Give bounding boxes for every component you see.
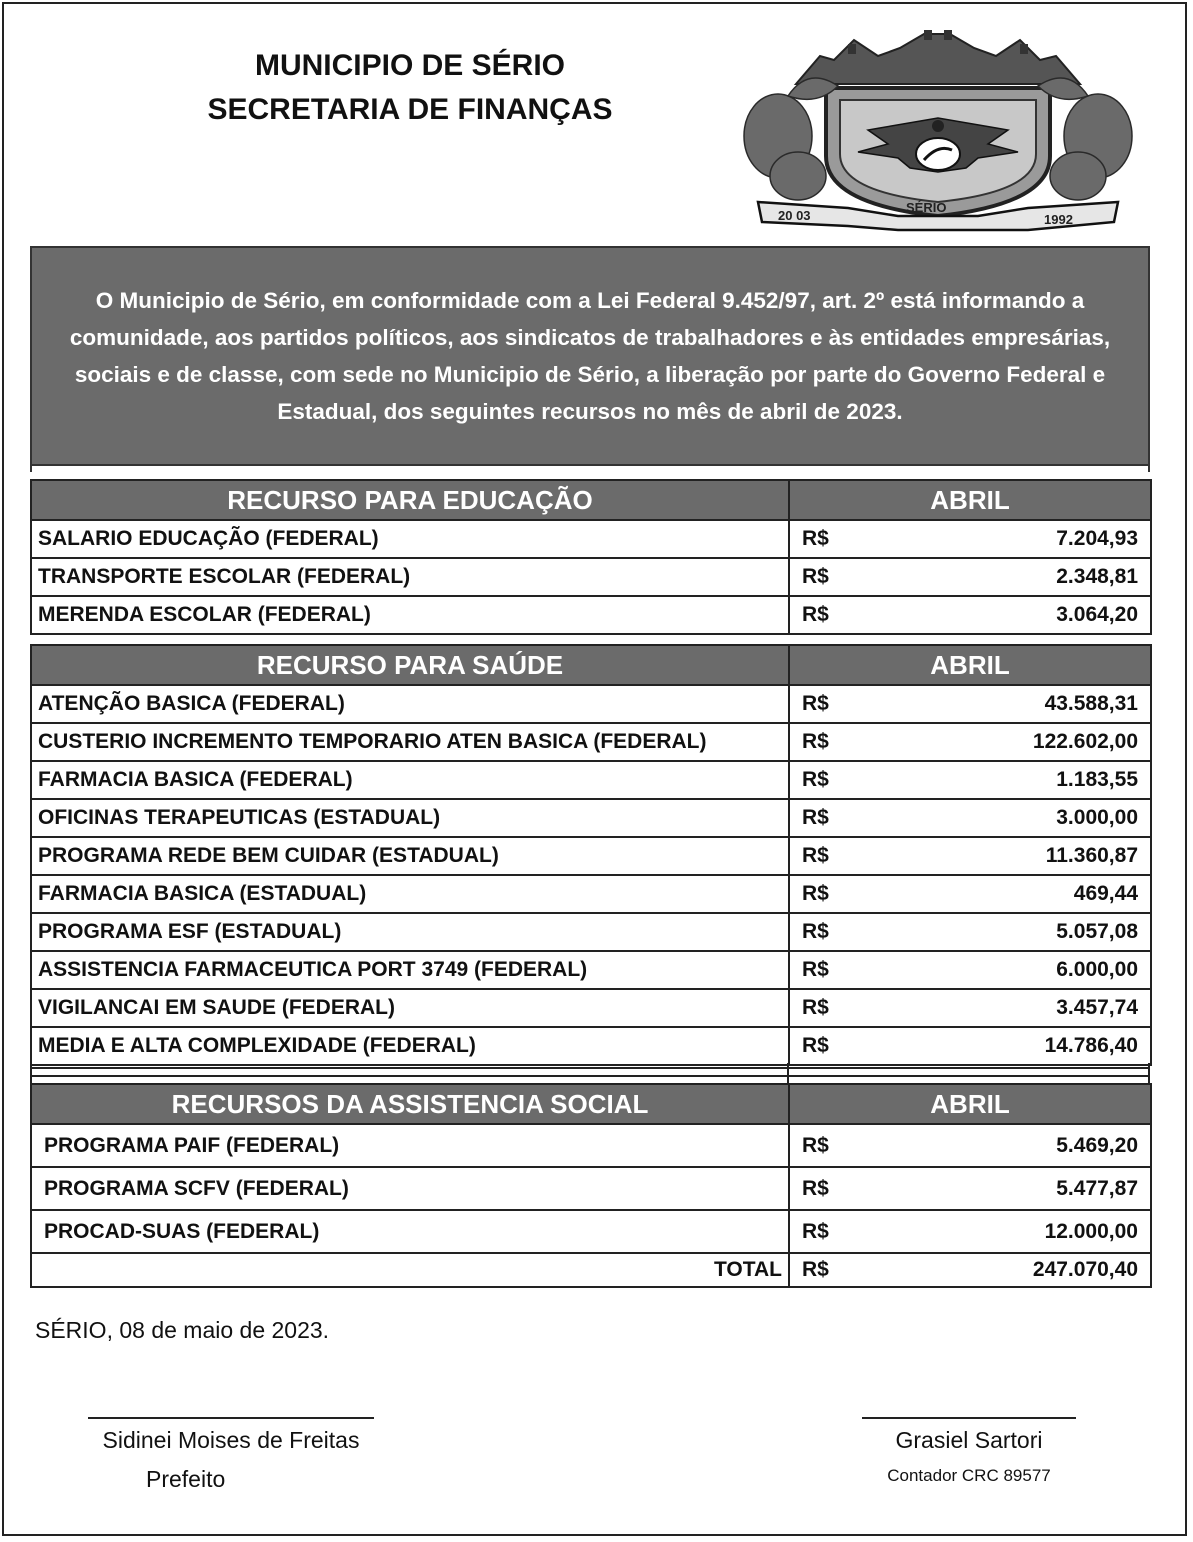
- row-value: [789, 685, 1151, 723]
- row-value: [789, 951, 1151, 989]
- svg-text:1992: 1992: [1044, 212, 1073, 227]
- currency: R$: [802, 806, 829, 829]
- currency: R$: [802, 1034, 829, 1057]
- row-value: [789, 875, 1151, 913]
- row-label: FARMACIA BASICA (ESTADUAL): [31, 875, 789, 913]
- health-month: ABRIL: [789, 645, 1151, 685]
- amount: 12.000,00: [1044, 1219, 1138, 1243]
- education-table: [30, 479, 1152, 635]
- legal-notice-text: O Municipio de Sério, em conformidade com a Lei Federal 9.452/97, art. 2º está informando a comunidade, aos partidos políticos, aos sindicatos de trabalhadores e às entidades empresárias, sociais e de classe, com sede no Municipio de Sério, a liberação por parte do Governo Federal e Estadual, dos seguintes recursos no mês de abril de 2023.: [69, 288, 1111, 424]
- row-value: [789, 913, 1151, 951]
- currency: R$: [802, 692, 829, 715]
- row-label: ATENÇÃO BASICA (FEDERAL): [31, 685, 789, 723]
- table-row: [31, 596, 1151, 634]
- health-title: RECURSO PARA SAÚDE: [31, 645, 789, 685]
- row-label: FARMACIA BASICA (FEDERAL): [31, 761, 789, 799]
- svg-text:SÉRIO: SÉRIO: [906, 200, 947, 215]
- row-label: CUSTERIO INCREMENTO TEMPORARIO ATEN BASICA (FEDERAL): [31, 723, 789, 761]
- row-value: [789, 1124, 1151, 1167]
- document-date: SÉRIO, 08 de maio de 2023.: [35, 1317, 330, 1343]
- table-row: [31, 913, 1151, 951]
- row-value: [789, 1027, 1151, 1065]
- amount: 469,44: [1073, 882, 1138, 905]
- row-label: PROGRAMA REDE BEM CUIDAR (ESTADUAL): [31, 837, 789, 875]
- signer-role: Prefeito: [146, 1466, 226, 1492]
- table-row: [31, 951, 1151, 989]
- currency: R$: [802, 1219, 829, 1243]
- currency: R$: [802, 603, 829, 626]
- amount: 5.477,87: [1056, 1176, 1138, 1200]
- row-value: [789, 596, 1151, 634]
- table-row: [31, 1210, 1151, 1253]
- amount: 11.360,87: [1045, 844, 1138, 867]
- table-row: [31, 837, 1151, 875]
- currency: R$: [802, 565, 829, 588]
- amount: 3.457,74: [1056, 996, 1138, 1019]
- department-title: SECRETARIA DE FINANÇAS: [207, 93, 613, 126]
- row-label: ASSISTENCIA FARMACEUTICA PORT 3749 (FEDERAL): [31, 951, 789, 989]
- table-row: [31, 685, 1151, 723]
- table-row: [31, 989, 1151, 1027]
- currency: R$: [802, 1133, 829, 1157]
- table-row: [31, 1167, 1151, 1210]
- amount: 6.000,00: [1056, 958, 1138, 981]
- row-value: [789, 989, 1151, 1027]
- amount: 3.064,20: [1056, 603, 1138, 626]
- table-row: [31, 1027, 1151, 1065]
- currency: R$: [802, 527, 829, 550]
- row-label: TRANSPORTE ESCOLAR (FEDERAL): [31, 558, 789, 596]
- row-label: MEDIA E ALTA COMPLEXIDADE (FEDERAL): [31, 1027, 789, 1065]
- legal-notice-box: [30, 246, 1150, 466]
- currency: R$: [802, 1176, 829, 1200]
- row-value: [789, 761, 1151, 799]
- signature-block-accountant: [860, 1417, 1078, 1486]
- table-row: [31, 875, 1151, 913]
- row-label: OFICINAS TERAPEUTICAS (ESTADUAL): [31, 799, 789, 837]
- education-header-row: [31, 480, 1151, 520]
- amount: 3.000,00: [1056, 806, 1138, 829]
- signer-name: Sidinei Moises de Freitas: [102, 1427, 360, 1453]
- social-month: ABRIL: [789, 1084, 1151, 1124]
- amount: 122.602,00: [1032, 730, 1138, 753]
- currency: R$: [802, 958, 829, 981]
- row-label: MERENDA ESCOLAR (FEDERAL): [31, 596, 789, 634]
- row-value: [789, 520, 1151, 558]
- currency: R$: [802, 1258, 829, 1281]
- table-row: [31, 723, 1151, 761]
- total-value: [789, 1253, 1151, 1287]
- signature-line: [88, 1417, 374, 1419]
- row-value: [789, 1167, 1151, 1210]
- social-title: RECURSOS DA ASSISTENCIA SOCIAL: [31, 1084, 789, 1124]
- municipal-coat-of-arms-icon: [738, 26, 1138, 232]
- currency: R$: [802, 844, 829, 867]
- svg-text:20 03: 20 03: [778, 208, 811, 223]
- total-row: [31, 1253, 1151, 1287]
- total-amount: 247.070,40: [1032, 1258, 1138, 1281]
- education-title: RECURSO PARA EDUCAÇÃO: [31, 480, 789, 520]
- signer-name: Grasiel Sartori: [895, 1427, 1043, 1453]
- amount: 2.348,81: [1056, 565, 1138, 588]
- health-table: [30, 644, 1152, 1066]
- row-label: PROCAD-SUAS (FEDERAL): [31, 1210, 789, 1253]
- amount: 7.204,93: [1056, 527, 1138, 550]
- table-row: [31, 799, 1151, 837]
- amount: 14.786,40: [1044, 1034, 1138, 1057]
- currency: R$: [802, 882, 829, 905]
- row-value: [789, 799, 1151, 837]
- table-row: [31, 520, 1151, 558]
- row-value: [789, 837, 1151, 875]
- row-label: PROGRAMA SCFV (FEDERAL): [31, 1167, 789, 1210]
- table-row: [31, 1124, 1151, 1167]
- municipality-title: MUNICIPIO DE SÉRIO: [254, 49, 566, 82]
- amount: 5.057,08: [1056, 920, 1138, 943]
- currency: R$: [802, 996, 829, 1019]
- amount: 43.588,31: [1044, 692, 1138, 715]
- amount: 5.469,20: [1056, 1133, 1138, 1157]
- currency: R$: [802, 768, 829, 791]
- notice-separator: [30, 466, 1150, 472]
- education-month: ABRIL: [789, 480, 1151, 520]
- table-row: [31, 761, 1151, 799]
- social-header-row: [31, 1084, 1151, 1124]
- row-value: [789, 1210, 1151, 1253]
- signature-block-mayor: [86, 1417, 376, 1493]
- row-label: SALARIO EDUCAÇÃO (FEDERAL): [31, 520, 789, 558]
- row-label: PROGRAMA ESF (ESTADUAL): [31, 913, 789, 951]
- signature-line: [862, 1417, 1076, 1419]
- row-label: PROGRAMA PAIF (FEDERAL): [31, 1124, 789, 1167]
- total-label: TOTAL: [31, 1253, 789, 1287]
- section-spacer: [30, 1063, 1150, 1083]
- table-row: [31, 558, 1151, 596]
- row-value: [789, 558, 1151, 596]
- currency: R$: [802, 920, 829, 943]
- signer-role: Contador CRC 89577: [887, 1466, 1051, 1485]
- row-label: VIGILANCAI EM SAUDE (FEDERAL): [31, 989, 789, 1027]
- row-value: [789, 723, 1151, 761]
- social-assistance-table: [30, 1083, 1152, 1288]
- currency: R$: [802, 730, 829, 753]
- health-header-row: [31, 645, 1151, 685]
- amount: 1.183,55: [1056, 768, 1138, 791]
